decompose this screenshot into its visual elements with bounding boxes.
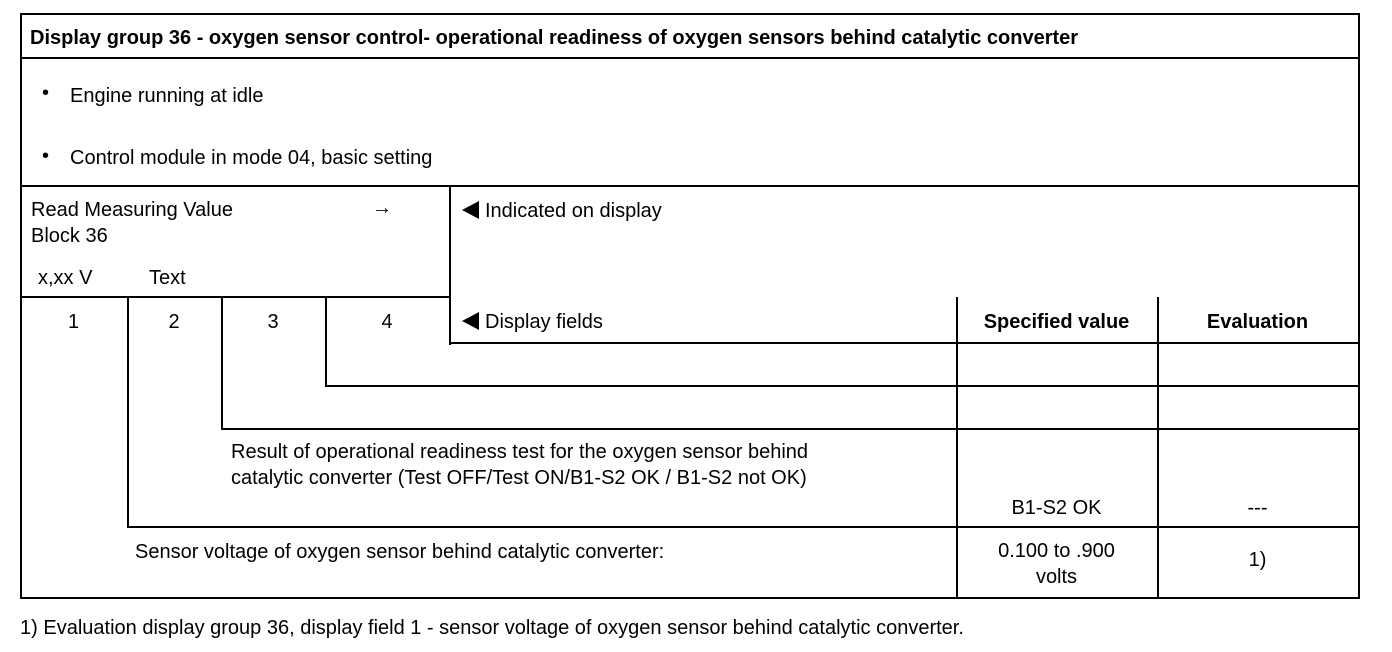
read-block-line2: Block 36 xyxy=(31,225,108,247)
unit-text: Text xyxy=(149,267,186,289)
bullet-icon: • xyxy=(42,82,50,104)
field-number: 4 xyxy=(381,311,393,333)
condition-item: Engine running at idle xyxy=(70,85,264,107)
arrow-icon: → xyxy=(372,197,392,219)
footnote-text: Evaluation display group 36, display field 1 - sensor voltage of oxygen sensor behind catalytic converter. xyxy=(43,617,964,639)
field1-specified-line1: 0.100 to .900 xyxy=(998,540,1115,562)
indicated-label xyxy=(462,199,662,223)
footnote-marker: 1) xyxy=(20,617,38,639)
field-number: 1 xyxy=(67,311,80,333)
page-title: Display group 36 - oxygen sensor control- operational readiness of oxygen sensors behind catalytic converter xyxy=(30,27,1079,49)
field-number: 2 xyxy=(168,311,180,333)
row-line-field2 xyxy=(221,428,1360,430)
field2-divider xyxy=(127,296,129,528)
footnote xyxy=(20,616,964,640)
field1-specified-line2: volts xyxy=(1035,566,1078,588)
display-fields-label-text: Display fields xyxy=(485,311,603,333)
column-header-specified: Specified value xyxy=(983,311,1130,333)
field2-description-line1: Result of operational readiness test for the oxygen sensor behind xyxy=(231,441,809,463)
column-header-evaluation: Evaluation xyxy=(1206,311,1309,333)
read-block-right-border xyxy=(449,185,451,345)
field2-evaluation: --- xyxy=(1247,497,1268,519)
pointer-icon xyxy=(462,201,479,219)
display-fields-label xyxy=(462,310,603,334)
bullet-icon: • xyxy=(42,145,50,167)
conditions-divider xyxy=(20,185,1360,187)
field2-specified-value: B1-S2 OK xyxy=(1011,497,1102,519)
field-number: 3 xyxy=(267,311,279,333)
title-divider xyxy=(20,57,1360,59)
row-line-field3 xyxy=(325,385,1360,387)
row-line-field1 xyxy=(127,526,1360,528)
field1-evaluation: 1) xyxy=(1248,549,1267,571)
frame-right xyxy=(1358,13,1360,599)
frame-left xyxy=(20,13,22,599)
field4-divider xyxy=(325,296,327,387)
field3-divider xyxy=(221,296,223,430)
field1-description: Sensor voltage of oxygen sensor behind catalytic converter: xyxy=(135,541,665,563)
frame-bottom xyxy=(20,597,1360,599)
row-line-field4 xyxy=(449,342,1360,344)
indicated-label-text: Indicated on display xyxy=(485,200,662,222)
read-block-line1: Read Measuring Value xyxy=(31,199,233,221)
field2-description-line2: catalytic converter (Test OFF/Test ON/B1-S2 OK / B1-S2 not OK) xyxy=(231,467,807,489)
condition-item: Control module in mode 04, basic setting xyxy=(70,147,433,169)
read-block-bottom xyxy=(20,296,451,298)
unit-voltage: x,xx V xyxy=(38,267,93,289)
frame-top xyxy=(20,13,1360,15)
pointer-icon xyxy=(462,312,479,330)
